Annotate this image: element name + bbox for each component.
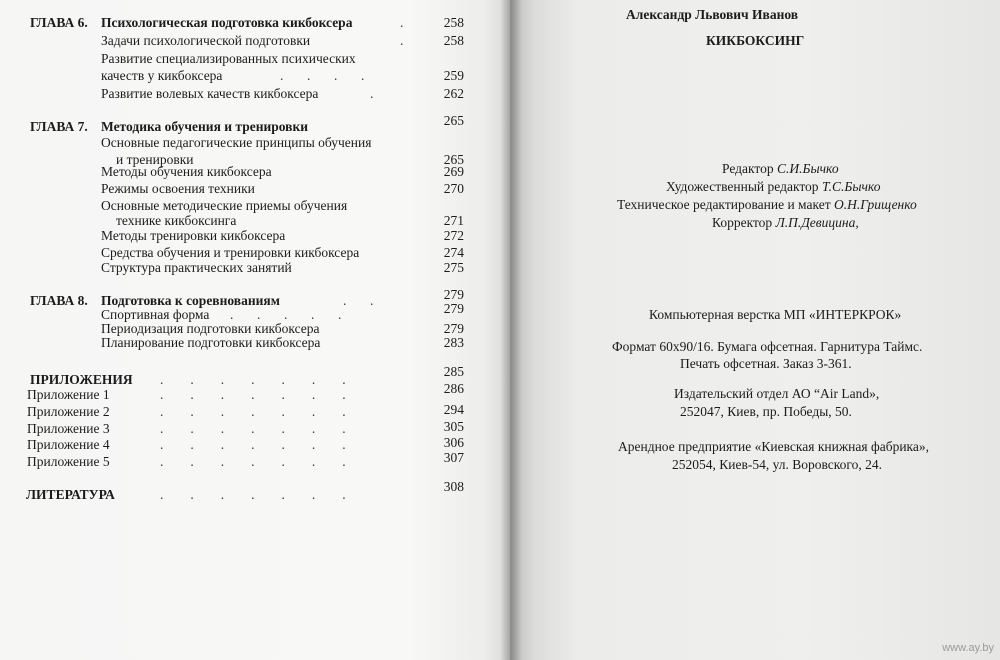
entry-text: качеств у кикбоксера xyxy=(101,68,223,83)
literature-title: ЛИТЕРАТУРА xyxy=(26,487,115,502)
toc-entry xyxy=(0,163,510,181)
page-number: 272 xyxy=(443,228,464,243)
chapter-label: ГЛАВА 8. xyxy=(30,293,88,308)
toc-entry: Развитие волевых качеств кикбоксера . 262 xyxy=(101,86,464,101)
printer-line-2: 252054, Киев-54, ул. Воровского, 24. xyxy=(672,457,882,472)
entry-text: Основные методические приемы обучения xyxy=(101,198,348,213)
entry-text: Режимы освоения техники xyxy=(101,181,255,196)
tech-editor-label: Техническое редактирование и макет xyxy=(617,197,831,212)
page-number: 279 xyxy=(443,287,464,302)
corrector-name: Л.П.Девицина, xyxy=(775,215,859,230)
toc-chapter-6: ГЛАВА 6. Психологическая подготовка кикбоксера . 258 xyxy=(30,15,464,30)
page-number: 258 xyxy=(443,33,464,48)
typesetting-line: Компьютерная верстка МП «ИНТЕРКРОК» xyxy=(649,307,902,322)
author-name: Александр Львович Иванов xyxy=(626,7,799,22)
toc-literature: ЛИТЕРАТУРА . . . . . . . 308 xyxy=(26,479,464,502)
entry-text: Основные педагогические принципы обучения xyxy=(101,135,372,150)
art-editor-name: Т.С.Бычко xyxy=(821,179,881,194)
toc-entry xyxy=(0,50,510,68)
chapter-title: Подготовка к соревнованиям xyxy=(101,293,280,308)
toc-entry xyxy=(0,180,510,198)
page-number: 258 xyxy=(443,15,464,30)
page-number: 262 xyxy=(443,86,464,101)
format-line-2: Печать офсетная. Заказ 3-361. xyxy=(680,356,852,371)
page-number: 306 xyxy=(443,435,464,450)
toc-entry xyxy=(0,227,510,245)
entry-text: Методы обучения кикбоксера xyxy=(101,164,272,179)
toc-chapter-8: ГЛАВА 8. Подготовка к соревнованиям . . 279 xyxy=(30,287,464,308)
entry-text: Приложение 2 xyxy=(27,404,110,419)
page-number: 275 xyxy=(443,260,464,275)
page-number: 305 xyxy=(443,419,464,434)
page-number: 270 xyxy=(443,181,464,196)
printer-line-1: Арендное предприятие «Киевская книжная фабрика», xyxy=(618,439,930,454)
chapter-title: Методика обучения и тренировки xyxy=(101,119,309,134)
entry-text: Планирование подготовки кикбоксера xyxy=(101,335,321,350)
chapter-label: ГЛАВА 6. xyxy=(30,15,88,30)
appendices-title: ПРИЛОЖЕНИЯ xyxy=(30,372,133,387)
toc-entry: Задачи психологической подготовки . 258 xyxy=(101,33,464,48)
toc-entry xyxy=(0,134,510,152)
entry-text: и тренировки xyxy=(116,152,194,167)
page-number: 283 xyxy=(443,335,464,350)
toc-entry: Приложение 1 . . . . . . . 286 xyxy=(27,381,464,402)
tech-editor-line xyxy=(617,196,917,214)
toc-entry: Приложение 5 . . . . . . . 307 xyxy=(27,450,464,469)
art-editor-line xyxy=(666,178,880,196)
toc-appendices: ПРИЛОЖЕНИЯ . . . . . . . 285 xyxy=(30,364,464,387)
entry-text: Методы тренировки кикбоксера xyxy=(101,228,286,243)
chapter-title: Психологическая подготовка кикбоксера xyxy=(101,15,353,30)
book-spine-shadow xyxy=(500,0,522,660)
entry-text: Развитие волевых качеств кикбоксера xyxy=(101,86,319,101)
format-line-1: Формат 60х90/16. Бумага офсетная. Гарнитура Таймс. xyxy=(612,339,923,354)
toc-entry xyxy=(0,334,510,352)
entry-text: Приложение 4 xyxy=(27,437,110,452)
page-number: 294 xyxy=(443,402,464,417)
publisher-line-1: Издательский отдел АО “Air Land», xyxy=(674,386,880,401)
corrector-label: Корректор xyxy=(712,215,773,230)
publisher-line-2: 252047, Киев, пр. Победы, 50. xyxy=(680,404,852,419)
entry-text: Средства обучения и тренировки кикбоксера xyxy=(101,245,360,260)
entry-text: Спортивная форма xyxy=(101,307,210,322)
page-number: 308 xyxy=(443,479,464,494)
entry-text: Задачи психологической подготовки xyxy=(101,33,311,48)
watermark: www.ay.by xyxy=(942,642,994,654)
toc-entry xyxy=(0,259,510,277)
page-number: 285 xyxy=(443,364,464,379)
editor-label: Редактор xyxy=(722,161,774,176)
corrector-line xyxy=(712,214,859,232)
page-number: 286 xyxy=(443,381,464,396)
entry-text: Приложение 5 xyxy=(27,454,110,469)
entry-text: Развитие специализированных психических xyxy=(101,51,356,66)
tech-editor-name: О.Н.Грищенко xyxy=(833,197,917,212)
toc-entry: качеств у кикбоксера . . . . 259 xyxy=(101,68,464,83)
page-number: 265 xyxy=(443,152,464,167)
page-number: 279 xyxy=(443,321,464,336)
page-number: 307 xyxy=(443,450,464,465)
toc-entry: Приложение 4 . . . . . . . 306 xyxy=(27,435,464,452)
book-title: КИКБОКСИНГ xyxy=(706,33,805,48)
entry-text: Приложение 1 xyxy=(27,387,110,402)
entry-text: Периодизация подготовки кикбоксера xyxy=(101,321,320,336)
toc-entry: Спортивная форма . . . . . 279 xyxy=(101,301,464,322)
toc-entry: Приложение 2 . . . . . . . 294 xyxy=(27,402,464,419)
editor-line xyxy=(722,160,839,178)
page-number: 259 xyxy=(443,68,464,83)
page-number: 274 xyxy=(443,245,464,260)
art-editor-label: Художественный редактор xyxy=(666,179,819,194)
chapter-label: ГЛАВА 7. xyxy=(30,119,88,134)
editor-name: С.И.Бычко xyxy=(776,161,839,176)
page-number: 265 xyxy=(443,113,464,128)
entry-text: технике кикбоксинга xyxy=(116,213,237,228)
right-page-imprint xyxy=(510,0,1000,660)
page-number: 269 xyxy=(443,164,464,179)
page-number: 279 xyxy=(443,301,464,316)
entry-text: Структура практических занятий xyxy=(101,260,292,275)
entry-text: Приложение 3 xyxy=(27,421,110,436)
toc-entry: Приложение 3 . . . . . . . 305 xyxy=(27,419,464,436)
page-number: 271 xyxy=(443,213,464,228)
